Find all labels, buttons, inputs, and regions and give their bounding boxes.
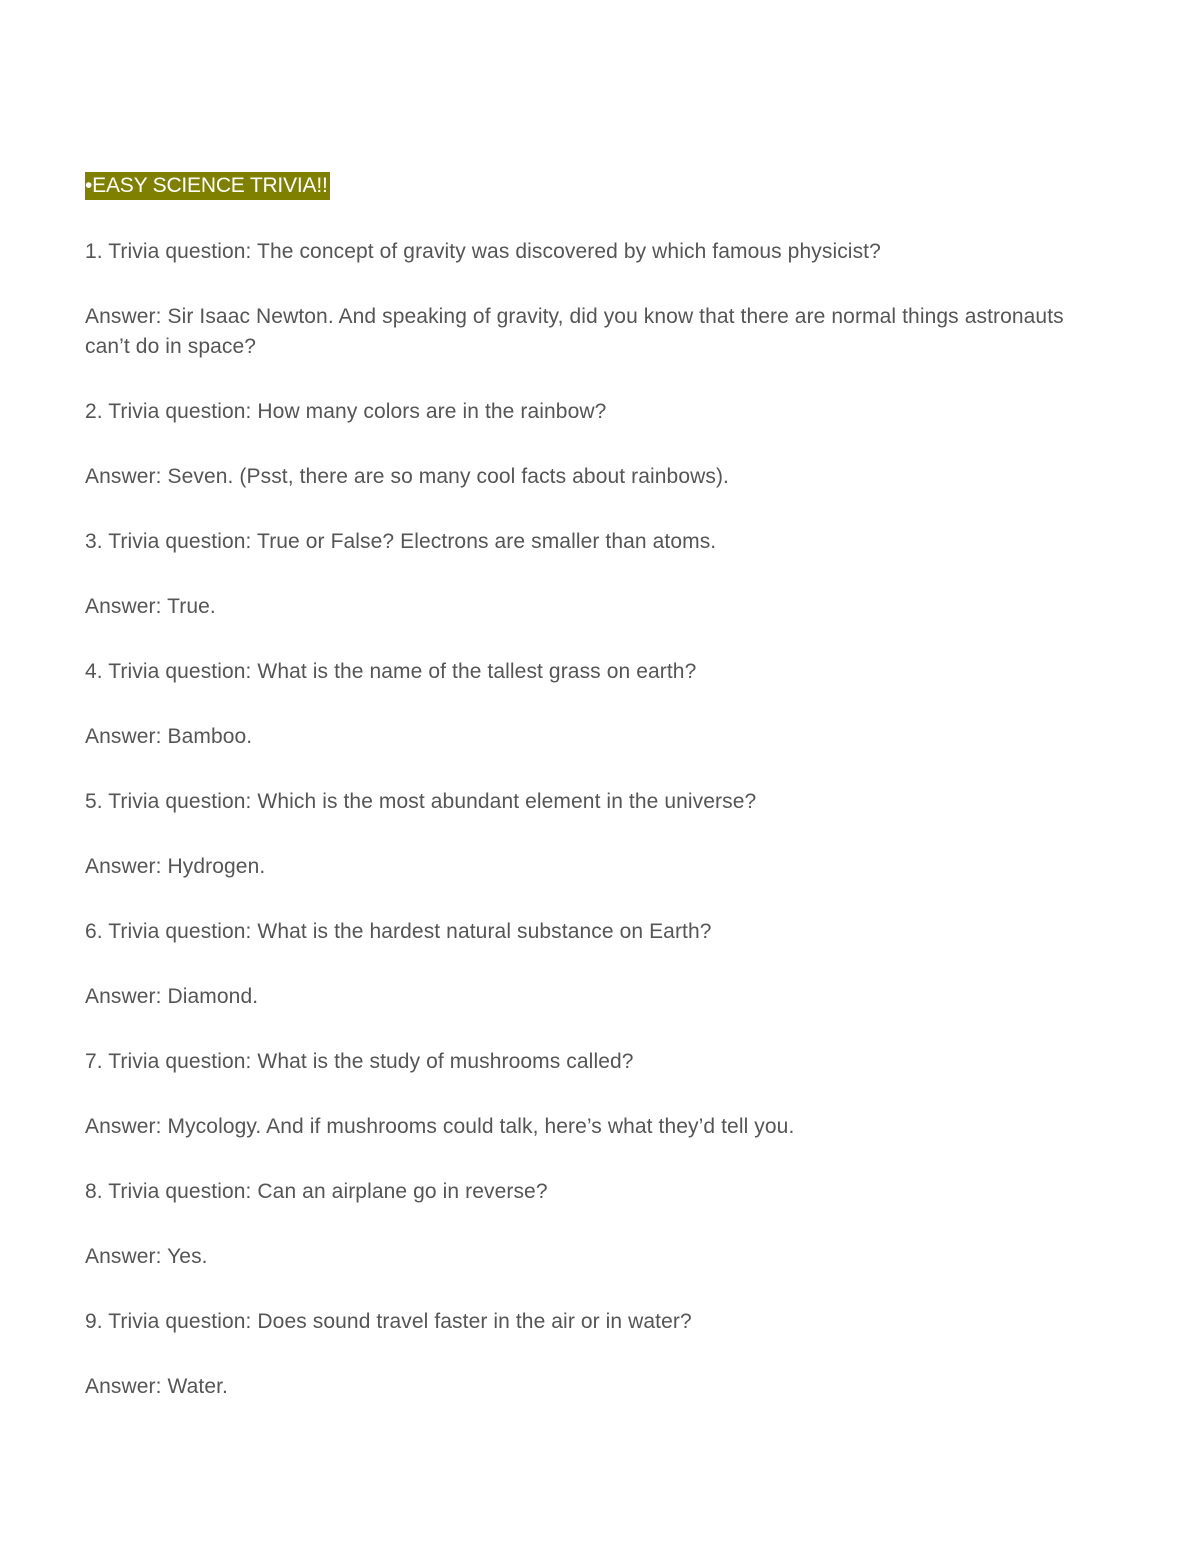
question-2: 2. Trivia question: How many colors are in the rainbow? — [85, 400, 607, 423]
answer-6: Answer: Diamond. — [85, 985, 259, 1008]
question-7: 7. Trivia question: What is the study of mushrooms called? — [85, 1050, 634, 1073]
question-3: 3. Trivia question: True or False? Electrons are smaller than atoms. — [85, 530, 717, 553]
answer-8: Answer: Yes. — [85, 1245, 208, 1268]
question-1: 1. Trivia question: The concept of gravity was discovered by which famous physicist? — [85, 240, 881, 263]
title-row — [85, 172, 1095, 200]
question-6: 6. Trivia question: What is the hardest natural substance on Earth? — [85, 920, 712, 943]
answer-7: Answer: Mycology. And if mushrooms could talk, here’s what they’d tell you. — [85, 1115, 795, 1138]
answer-9: Answer: Water. — [85, 1375, 228, 1398]
question-8: 8. Trivia question: Can an airplane go in reverse? — [85, 1180, 548, 1203]
answer-1: Answer: Sir Isaac Newton. And speaking of gravity, did you know that there are normal things astronauts can’t do in space? — [85, 305, 1064, 358]
question-5: 5. Trivia question: Which is the most abundant element in the universe? — [85, 790, 757, 813]
question-4: 4. Trivia question: What is the name of the tallest grass on earth? — [85, 660, 697, 683]
answer-5: Answer: Hydrogen. — [85, 855, 266, 878]
question-9: 9. Trivia question: Does sound travel faster in the air or in water? — [85, 1310, 692, 1333]
answer-2: Answer: Seven. (Psst, there are so many cool facts about rainbows). — [85, 465, 729, 488]
document-body — [85, 172, 1095, 1437]
answer-3: Answer: True. — [85, 595, 216, 618]
answer-4: Answer: Bamboo. — [85, 725, 253, 748]
document-title: •EASY SCIENCE TRIVIA!! — [85, 172, 330, 200]
